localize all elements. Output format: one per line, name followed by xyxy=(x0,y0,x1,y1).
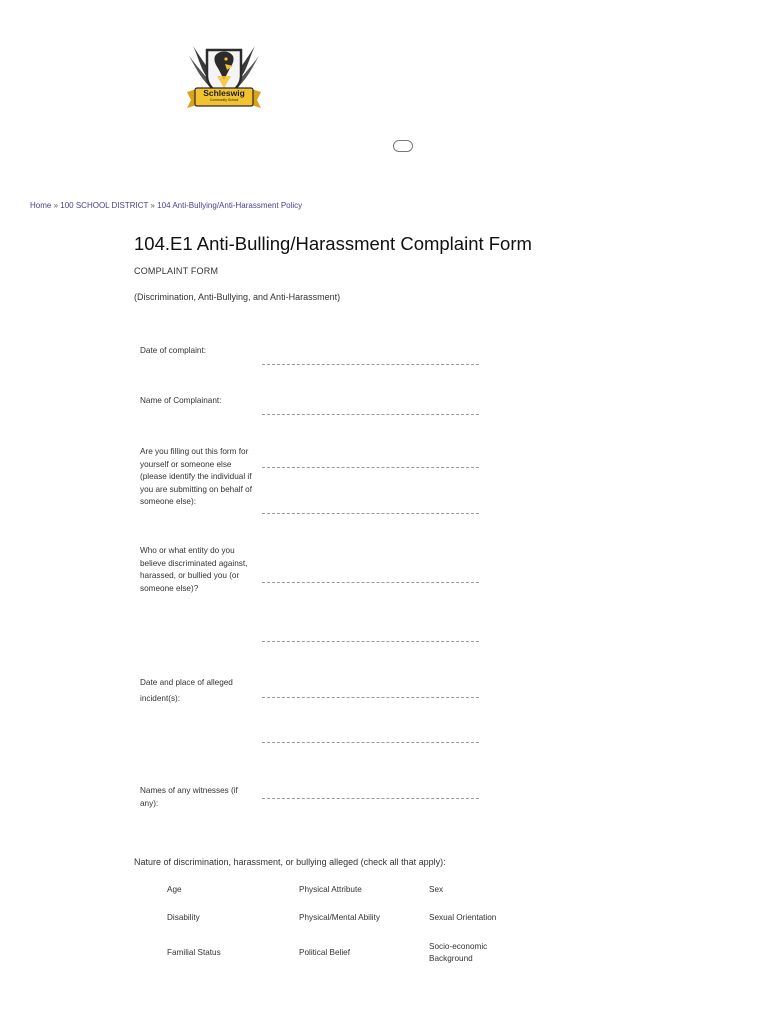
option-physical-attribute[interactable]: Physical Attribute xyxy=(299,885,362,894)
theme-toggle[interactable] xyxy=(393,140,413,152)
date-field[interactable] xyxy=(262,364,479,365)
incident-label: Date and place of alleged incident(s): xyxy=(140,678,233,703)
breadcrumb-home[interactable]: Home xyxy=(30,201,52,210)
incident-field-2[interactable] xyxy=(262,742,479,743)
filling-for-label: Are you filling out this form for yourself or someone else (please identify the individual if you are submitting on behalf of someone else): xyxy=(140,447,252,506)
breadcrumb-district[interactable]: 100 SCHOOL DISTRICT xyxy=(60,201,149,210)
breadcrumb-separator: » xyxy=(53,201,59,210)
breadcrumb-policy[interactable]: 104 Anti-Bullying/Anti-Harassment Policy xyxy=(157,201,303,210)
breadcrumb-separator: » xyxy=(150,201,155,210)
form-label: COMPLAINT FORM xyxy=(134,266,219,276)
nature-prompt: Nature of discrimination, harassment, or bullying alleged (check all that apply): xyxy=(134,857,446,867)
incident-field-1[interactable] xyxy=(262,697,479,698)
name-label: Name of Complainant: xyxy=(140,396,222,405)
page-title: 104.E1 Anti-Bulling/Harassment Complaint Form xyxy=(134,233,532,254)
option-physical-mental-ability[interactable]: Physical/Mental Ability xyxy=(299,913,380,922)
filling-for-field-1[interactable] xyxy=(262,467,479,468)
date-label: Date of complaint: xyxy=(140,346,206,355)
school-logo[interactable] xyxy=(185,36,263,112)
target-label: Who or what entity do you believe discriminated against, harassed, or bullied you (or someone else)? xyxy=(140,546,248,593)
witnesses-label: Names of any witnesses (if any): xyxy=(140,786,238,808)
option-political-belief[interactable]: Political Belief xyxy=(299,948,350,957)
filling-for-field-2[interactable] xyxy=(262,513,479,514)
option-age[interactable]: Age xyxy=(167,885,182,894)
target-field-2[interactable] xyxy=(262,641,479,642)
option-sex[interactable]: Sex xyxy=(429,885,444,894)
breadcrumb xyxy=(30,201,302,210)
form-scope: (Discrimination, Anti-Bullying, and Anti-Harassment) xyxy=(134,292,341,302)
logo-name: Schleswig xyxy=(203,88,245,98)
witnesses-field[interactable] xyxy=(262,798,479,799)
target-field-1[interactable] xyxy=(262,582,479,583)
option-socio-economic-background[interactable]: Socio-economic Background xyxy=(429,942,488,963)
logo-tagline: Community School xyxy=(209,98,239,102)
name-field[interactable] xyxy=(262,414,479,415)
option-disability[interactable]: Disability xyxy=(167,913,200,922)
option-familial-status[interactable]: Familial Status xyxy=(167,948,221,957)
option-sexual-orientation[interactable]: Sexual Orientation xyxy=(429,913,497,922)
